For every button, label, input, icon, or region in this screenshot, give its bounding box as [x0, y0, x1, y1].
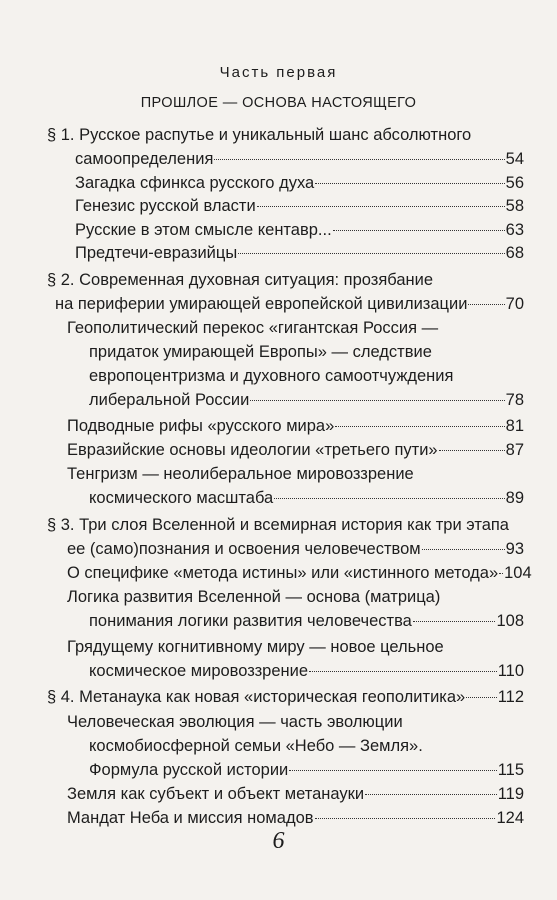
toc-entry-text: Мандат Неба и миссия номадов	[67, 809, 314, 827]
toc-entry-text: § 4. Метанаука как новая «историческая геополитика»	[47, 688, 466, 706]
toc-entry-text: Человеческая эволюция — часть эволюции	[67, 713, 403, 731]
dot-leader	[257, 206, 505, 207]
toc-entry-text: § 1. Русское распутье и уникальный шанс абсолютного	[47, 126, 472, 144]
part-heading: Часть первая	[219, 64, 338, 81]
toc-entry-text: Русские в этом смысле кентавр...	[75, 221, 332, 239]
toc-entry[interactable]	[75, 220, 524, 241]
toc-entry[interactable]	[89, 760, 524, 781]
toc-entry[interactable]	[55, 294, 524, 315]
toc-entry-text: космобиосферной семьи «Небо — Земля».	[89, 737, 423, 755]
toc-entry[interactable]	[47, 687, 524, 708]
part-title: ПРОШЛОЕ — ОСНОВА НАСТОЯЩЕГО	[140, 95, 417, 111]
toc-entry-text: Земля как субъект и объект метанауки	[67, 785, 365, 803]
toc-entry[interactable]	[67, 416, 524, 437]
page-number: 78	[505, 391, 524, 409]
toc-entry-text: понимания логики развития человечества	[89, 612, 412, 630]
dot-leader	[499, 573, 503, 574]
toc-entry-text: Формула русской истории	[89, 761, 289, 779]
page-number: 58	[505, 197, 524, 215]
toc-entry[interactable]	[75, 173, 524, 194]
page-number: 119	[497, 785, 524, 803]
dot-leader	[365, 794, 497, 795]
toc-entry-text: космическое мировоззрение	[89, 662, 309, 680]
toc-entry-text: на периферии умирающей европейской цивилизации	[55, 295, 468, 313]
page-number: 93	[505, 540, 524, 558]
dot-leader	[439, 450, 505, 451]
page-number: 104	[504, 564, 532, 582]
toc-entry[interactable]	[67, 563, 532, 584]
toc-entry-text: Подводные рифы «русского мира»	[67, 417, 335, 435]
toc-entry[interactable]	[67, 784, 524, 805]
toc-entry-text: Геополитический перекос «гигантская Россия —	[67, 319, 439, 337]
toc-entry-text: либеральной России	[89, 391, 250, 409]
toc-entry-text: ее (само)познания и освоения человечеством	[67, 540, 421, 558]
dot-leader	[214, 159, 504, 160]
toc-entry-text: Грядущему когнитивному миру — новое цельное	[67, 638, 444, 656]
dot-leader	[422, 549, 505, 550]
dot-leader	[466, 697, 496, 698]
toc-entry[interactable]	[67, 539, 524, 560]
toc-entry[interactable]	[89, 661, 524, 682]
toc-entry-text: европоцентризма и духовного самоотчуждения	[89, 367, 454, 385]
toc-entry-text: Генезис русской власти	[75, 197, 256, 215]
toc-entry[interactable]	[89, 390, 524, 411]
toc-entry-text: Тенгризм — неолиберальное мировоззрение	[67, 465, 414, 483]
page-number: 124	[496, 809, 524, 827]
dot-leader	[335, 426, 504, 427]
page-number: 87	[505, 441, 524, 459]
page-number: 54	[505, 150, 524, 168]
toc-entry-text: космического масштаба	[89, 489, 274, 507]
dot-leader	[333, 230, 505, 231]
dot-leader	[413, 621, 496, 622]
page-number: 110	[497, 662, 524, 680]
dot-leader	[250, 400, 504, 401]
page-number: 56	[505, 174, 524, 192]
toc-entry-text: § 2. Современная духовная ситуация: прозябание	[47, 271, 434, 289]
dot-leader	[289, 770, 496, 771]
page-number: 89	[505, 489, 524, 507]
toc-entry-text: § 3. Три слоя Вселенной и всемирная история как три этапа	[47, 516, 509, 534]
toc-entry[interactable]	[75, 196, 524, 217]
toc-entry-text: самоопределения	[75, 150, 214, 168]
dot-leader	[274, 498, 504, 499]
dot-leader	[309, 671, 497, 672]
page-number: 81	[505, 417, 524, 435]
toc-entry-text: Предтечи-евразийцы	[75, 244, 238, 262]
toc-entry-text: Загадка сфинкса русского духа	[75, 174, 315, 192]
toc-entry[interactable]	[89, 611, 524, 632]
page-number: 108	[496, 612, 524, 630]
page-number: 68	[505, 244, 524, 262]
toc-entry-text: Евразийские основы идеологии «третьего пути»	[67, 441, 438, 459]
toc-entry[interactable]	[67, 440, 524, 461]
dot-leader	[468, 304, 504, 305]
dot-leader	[238, 253, 504, 254]
toc-entry-text: Логика развития Вселенной — основа (матрица)	[67, 588, 441, 606]
dot-leader	[315, 183, 504, 184]
page-number: 112	[497, 688, 524, 706]
page-number: 70	[505, 295, 524, 313]
page-number-folio: 6	[272, 828, 285, 854]
toc-entry[interactable]	[75, 149, 524, 170]
page-number: 115	[497, 761, 524, 779]
toc-entry[interactable]	[67, 808, 524, 829]
dot-leader	[315, 818, 496, 819]
toc-entry[interactable]	[89, 488, 524, 509]
toc-entry[interactable]	[75, 243, 524, 264]
toc-entry-text: придаток умирающей Европы» — следствие	[89, 343, 432, 361]
page-number: 63	[505, 221, 524, 239]
toc-entry-text: О специфике «метода истины» или «истинного метода»	[67, 564, 499, 582]
